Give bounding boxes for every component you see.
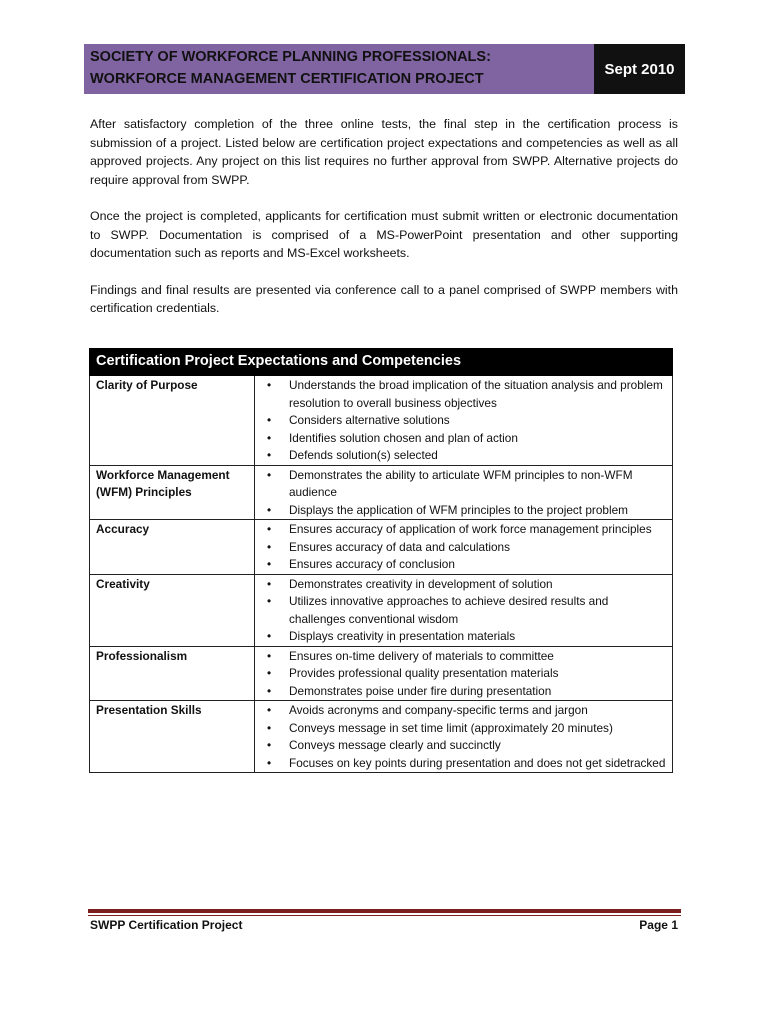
competency-category: Accuracy [90, 520, 255, 575]
competency-category: Creativity [90, 574, 255, 646]
list-item: • Displays creativity in presentation materials [261, 628, 666, 646]
intro-paragraph-3: Findings and final results are presented via conference call to a panel comprised of SWPP members with certification credentials. [90, 282, 678, 315]
list-item: • Identifies solution chosen and plan of action [261, 430, 666, 448]
intro-text [90, 115, 678, 336]
competency-items [255, 520, 673, 575]
list-item: • Focuses on key points during presentation and does not get sidetracked [261, 755, 666, 773]
list-item: • Avoids acronyms and company-specific terms and jargon [261, 702, 666, 720]
table-row [90, 574, 673, 646]
list-item: • Ensures accuracy of conclusion [261, 556, 666, 574]
competencies-table-title: Certification Project Expectations and Competencies [90, 349, 673, 376]
list-item: • Defends solution(s) selected [261, 447, 666, 465]
table-row [90, 465, 673, 520]
competency-list [261, 702, 666, 772]
list-item: • Ensures on-time delivery of materials to committee [261, 648, 666, 666]
table-row [90, 646, 673, 701]
table-row [90, 376, 673, 466]
competency-list [261, 576, 666, 646]
list-item: • Demonstrates the ability to articulate WFM principles to non-WFM audience [261, 467, 666, 502]
competency-category: Workforce Management (WFM) Principles [90, 465, 255, 520]
footer-rule [88, 909, 681, 916]
table-row [90, 701, 673, 773]
list-item: • Conveys message in set time limit (approximately 20 minutes) [261, 720, 666, 738]
header-date: Sept 2010 [594, 44, 685, 94]
competency-list [261, 648, 666, 701]
competency-items [255, 376, 673, 466]
document-header [84, 44, 685, 94]
competency-items [255, 701, 673, 773]
list-item: • Displays the application of WFM principles to the project problem [261, 502, 666, 520]
header-title-line-1: SOCIETY OF WORKFORCE PLANNING PROFESSIONALS: [90, 49, 491, 65]
competency-category: Clarity of Purpose [90, 376, 255, 466]
list-item: • Provides professional quality presentation materials [261, 665, 666, 683]
table-row [90, 520, 673, 575]
header-title-line-2: WORKFORCE MANAGEMENT CERTIFICATION PROJECT [90, 71, 484, 87]
list-item: • Utilizes innovative approaches to achieve desired results and challenges conventional wisdom [261, 593, 666, 628]
competencies-table-body [90, 376, 673, 773]
list-item: • Demonstrates creativity in development of solution [261, 576, 666, 594]
competency-list [261, 377, 666, 465]
intro-paragraph-2: Once the project is completed, applicants for certification must submit written or electronic documentation to SWPP. Documentation is comprised of a MS-PowerPoint presentation and other supporting documentation such as reports and MS-Excel worksheets. [90, 209, 678, 260]
list-item: • Demonstrates poise under fire during presentation [261, 683, 666, 701]
competency-category: Presentation Skills [90, 701, 255, 773]
competency-items [255, 646, 673, 701]
intro-paragraph-1: After satisfactory completion of the three online tests, the final step in the certification process is submission of a project. Listed below are certification project expectations and competencies as well as all approved projects. Any project on this list requires no further approval from SWPP. Alternative projects do require approval from SWPP. [90, 117, 678, 187]
competencies-table [89, 348, 673, 773]
competency-list [261, 467, 666, 520]
competency-category: Professionalism [90, 646, 255, 701]
competency-list [261, 521, 666, 574]
competency-items [255, 574, 673, 646]
header-title [84, 44, 594, 94]
page-number: Page 1 [639, 918, 678, 932]
list-item: • Conveys message clearly and succinctly [261, 737, 666, 755]
list-item: • Considers alternative solutions [261, 412, 666, 430]
list-item: • Ensures accuracy of application of work force management principles [261, 521, 666, 539]
list-item: • Understands the broad implication of the situation analysis and problem resolution to overall business objectives [261, 377, 666, 412]
footer-label: SWPP Certification Project [90, 918, 243, 932]
competency-items [255, 465, 673, 520]
list-item: • Ensures accuracy of data and calculations [261, 539, 666, 557]
